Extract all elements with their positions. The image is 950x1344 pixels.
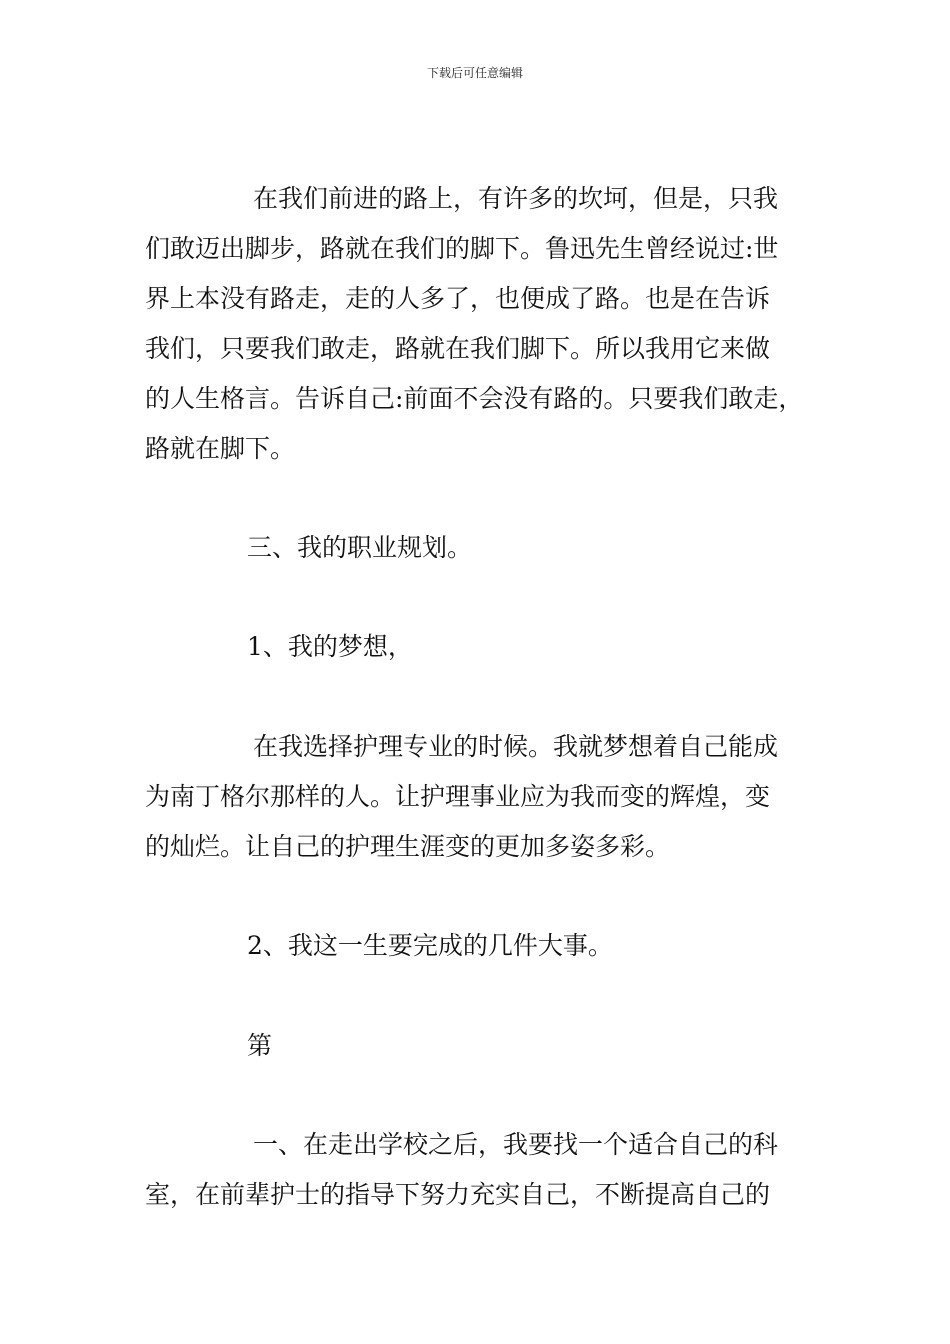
text-line: 在我们前进的路上，有许多的坎坷，但是，只我 [253, 184, 779, 213]
text-line: 们敢迈出脚步，路就在我们的脚下。鲁迅先生曾经说过:世 [145, 234, 779, 263]
page-header: 下载后可任意编辑 [426, 66, 523, 80]
text-line: 三、我的职业规划。 [247, 533, 473, 562]
text-line: 1、我的梦想， [247, 632, 413, 661]
section-heading-career-plan [145, 523, 815, 573]
text-line: 路就在脚下。 [145, 434, 296, 463]
text-line: 第 [247, 1031, 273, 1060]
text-line: 一、在走出学校之后，我要找一个适合自己的科 [253, 1130, 779, 1159]
text-line: 2、我这一生要完成的几件大事。 [247, 931, 613, 960]
label-first [145, 1021, 815, 1071]
paragraph-road [145, 174, 815, 474]
text-line: 界上本没有路走，走的人多了，也便成了路。也是在告诉 [145, 284, 771, 313]
text-line: 的灿烂。让自己的护理生涯变的更加多姿多彩。 [145, 832, 671, 861]
subheading-big-things [145, 921, 815, 971]
subheading-my-dream [145, 622, 815, 672]
text-line: 为南丁格尔那样的人。让护理事业应为我而变的辉煌，变 [145, 782, 771, 811]
paragraph-dream [145, 722, 815, 872]
text-line: 的人生格言。告诉自己:前面不会没有路的。只要我们敢走， [145, 384, 804, 413]
text-line: 在我选择护理专业的时候。我就梦想着自己能成 [253, 732, 779, 761]
paragraph-first-goal [145, 1120, 815, 1220]
text-line: 室，在前辈护士的指导下努力充实自己，不断提高自己的 [145, 1180, 771, 1209]
text-line: 我们，只要我们敢走，路就在我们脚下。所以我用它来做 [145, 334, 771, 363]
